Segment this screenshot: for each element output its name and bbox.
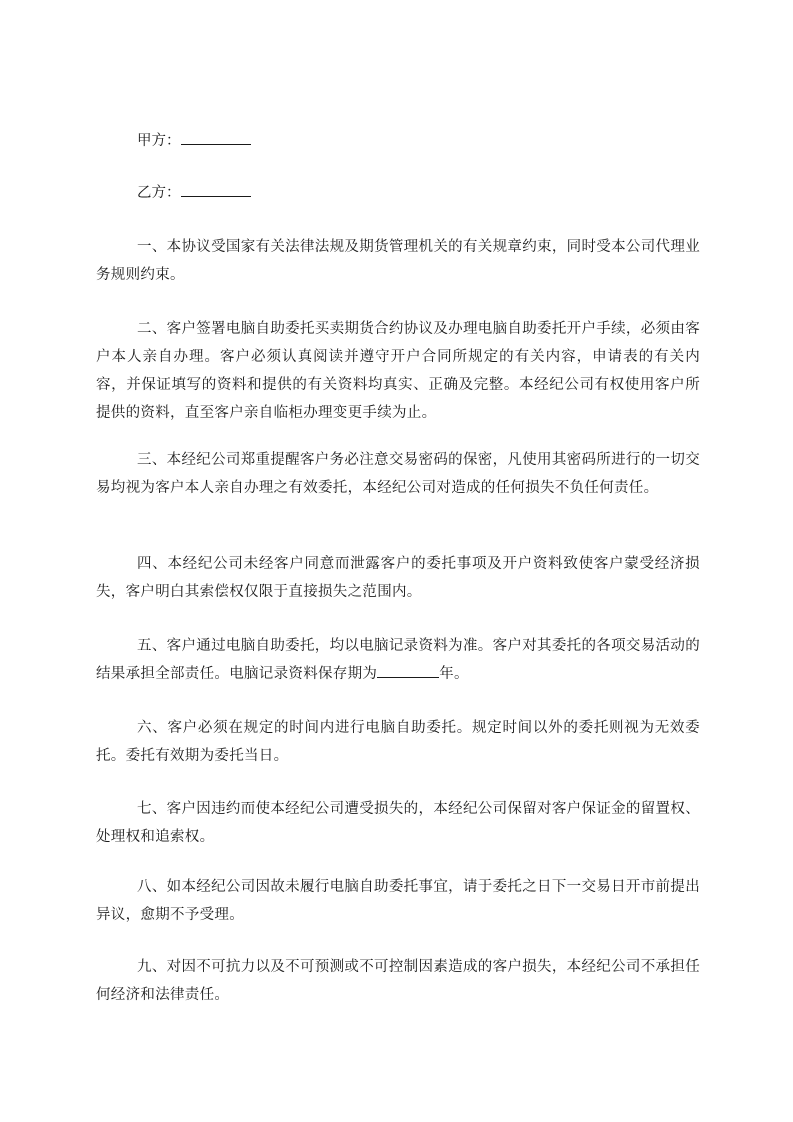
party-a-label: 甲方： — [137, 133, 181, 149]
party-b-label: 乙方： — [137, 185, 181, 201]
clause-9: 九、对因不可抗力以及不可预测或不可控制因素造成的客户损失，本经纪公司不承担任何经济和法律责任。 — [96, 959, 700, 1003]
clause-4: 四、本经纪公司未经客户同意而泄露客户的委托事项及开户资料致使客户蒙受经济损失，客户明白其索偿权仅限于直接损失之范围内。 — [96, 556, 700, 600]
clause-7: 七、客户因违约而使本经纪公司遭受损失的，本经纪公司保留对客户保证金的留置权、处理权和追索权。 — [96, 801, 700, 845]
party-b-line — [137, 183, 251, 203]
retention-period-blank — [377, 664, 439, 678]
clause-8: 八、如本经纪公司因故未履行电脑自助委托事宜，请于委托之日下一交易日开市前提出异议，愈期不予受理。 — [96, 879, 700, 923]
clause-6: 六、客户必须在规定的时间内进行电脑自助委托。规定时间以外的委托则视为无效委托。委托有效期为委托当日。 — [96, 720, 700, 764]
clause-1: 一、本协议受国家有关法律法规及期货管理机关的有关规章约束，同时受本公司代理业务规则约束。 — [96, 239, 700, 283]
clause-3: 三、本经纪公司郑重提醒客户务必注意交易密码的保密，凡使用其密码所进行的一切交易均视为客户本人亲自办理之有效委托，本经纪公司对造成的任何损失不负任何责任。 — [96, 452, 700, 496]
party-a-blank — [181, 131, 251, 145]
clause-5 — [96, 632, 700, 688]
party-a-line — [137, 131, 251, 151]
clause-5-suffix: 年。 — [439, 666, 469, 682]
party-b-blank — [181, 183, 251, 197]
clause-5-text: 五、客户通过电脑自助委托，均以电脑记录资料为准。客户对其委托的各项交易活动的结果承担全部责任。电脑记录资料保存期为 — [96, 638, 700, 682]
clause-2: 二、客户签署电脑自助委托买卖期货合约协议及办理电脑自助委托开户手续，必须由客户本人亲自办理。客户必须认真阅读并遵守开户合同所规定的有关内容，申请表的有关内容，并保证填写的资料和提供的有关资料均真实、正确及完整。本经纪公司有权使用客户所提供的资料，直至客户亲自临柜办理变更手续为止。 — [96, 321, 700, 421]
